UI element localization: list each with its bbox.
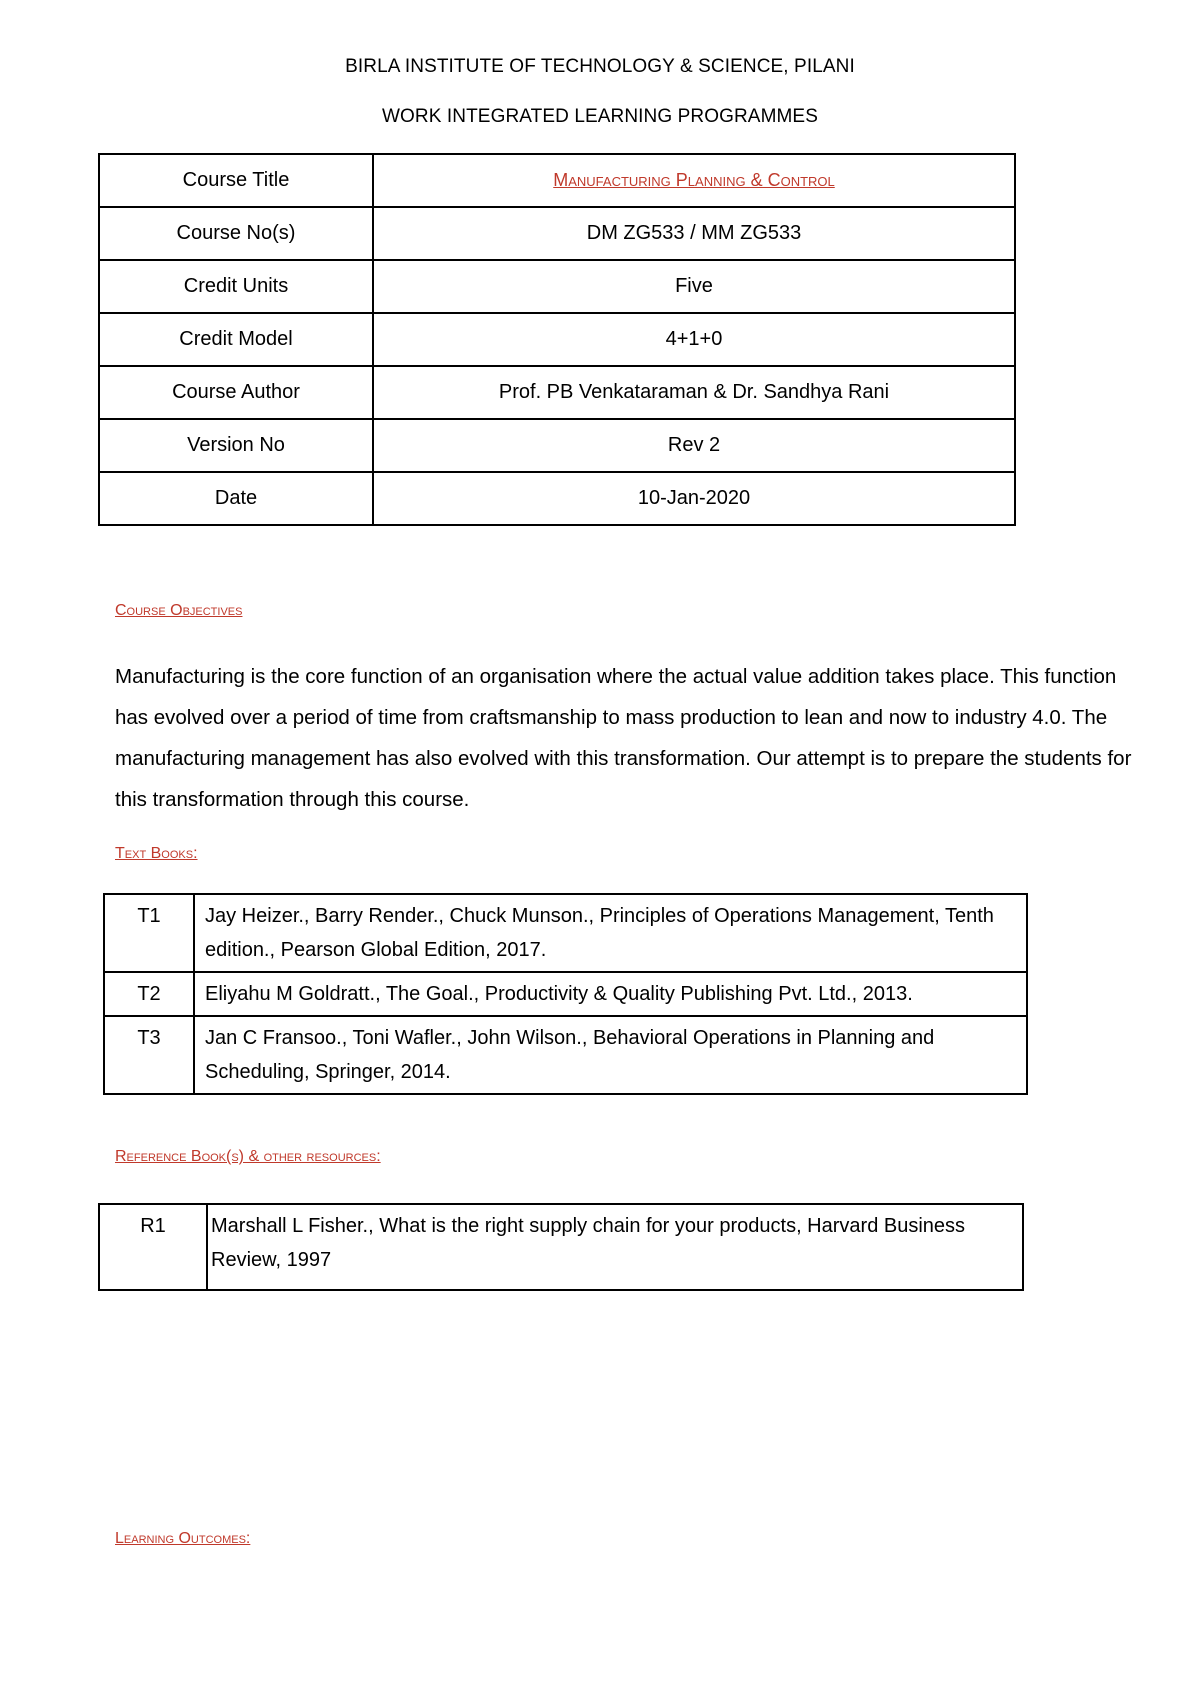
text-books-table [103, 893, 1028, 1095]
reference-citation: Marshall L Fisher., What is the right supply chain for your products, Harvard Business Review, 1997 [207, 1204, 1023, 1290]
reference-books-table [98, 1203, 1024, 1291]
text-books-heading: Text Books: [115, 845, 198, 862]
book-citation: Eliyahu M Goldratt., The Goal., Productivity & Quality Publishing Pvt. Ltd., 2013. [194, 972, 1027, 1016]
version-no-label: Version No [99, 419, 373, 472]
course-title-value [373, 154, 1015, 207]
table-row [99, 419, 1015, 472]
date-label: Date [99, 472, 373, 525]
book-code: T3 [104, 1016, 194, 1094]
credit-units-label: Credit Units [99, 260, 373, 313]
table-row [99, 313, 1015, 366]
course-title-link[interactable]: Manufacturing Planning & Control [553, 170, 835, 190]
table-row [99, 260, 1015, 313]
book-code: T2 [104, 972, 194, 1016]
date-value: 10-Jan-2020 [373, 472, 1015, 525]
credit-units-value: Five [373, 260, 1015, 313]
course-author-value: Prof. PB Venkataraman & Dr. Sandhya Rani [373, 366, 1015, 419]
institute-title: BIRLA INSTITUTE OF TECHNOLOGY & SCIENCE, PILANI [345, 56, 855, 77]
course-no-label: Course No(s) [99, 207, 373, 260]
table-row [99, 207, 1015, 260]
programme-title: WORK INTEGRATED LEARNING PROGRAMMES [382, 106, 818, 127]
learning-outcomes-heading: Learning Outcomes: [115, 1530, 251, 1547]
table-row [104, 972, 1027, 1016]
course-title-label: Course Title [99, 154, 373, 207]
version-no-value: Rev 2 [373, 419, 1015, 472]
course-no-value: DM ZG533 / MM ZG533 [373, 207, 1015, 260]
course-info-table [98, 153, 1016, 526]
table-row [99, 472, 1015, 525]
table-row [104, 1016, 1027, 1094]
book-citation: Jan C Fransoo., Toni Wafler., John Wilson., Behavioral Operations in Planning and Scheduling, Springer, 2014. [194, 1016, 1027, 1094]
table-row [99, 366, 1015, 419]
reference-code: R1 [99, 1204, 207, 1290]
course-author-label: Course Author [99, 366, 373, 419]
table-row [99, 1204, 1023, 1290]
book-code: T1 [104, 894, 194, 972]
credit-model-label: Credit Model [99, 313, 373, 366]
reference-books-heading: Reference Book(s) & other resources: [115, 1148, 381, 1165]
book-citation: Jay Heizer., Barry Render., Chuck Munson., Principles of Operations Management, Tenth edition., Pearson Global Edition, 2017. [194, 894, 1027, 972]
course-objectives-text: Manufacturing is the core function of an organisation where the actual value addition takes place. This function has evolved over a period of time from craftsmanship to mass production to lean and now to industry 4.0. The manufacturing management has also evolved with this transformation. Our attempt is to prepare the students for this transformation through this course. [115, 665, 1132, 811]
credit-model-value: 4+1+0 [373, 313, 1015, 366]
table-row [104, 894, 1027, 972]
table-row [99, 154, 1015, 207]
course-objectives-heading: Course Objectives [115, 602, 243, 619]
